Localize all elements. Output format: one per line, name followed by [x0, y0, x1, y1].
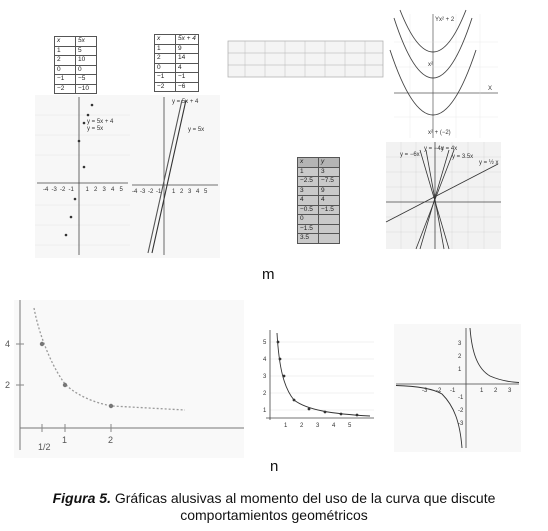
x-tick-label: 1: [284, 423, 288, 429]
axis-y-label: Y: [435, 17, 440, 23]
table-a-cell: 0: [55, 65, 76, 75]
parabola-label-base: x²: [428, 62, 433, 68]
table-c-cell: 9: [319, 186, 340, 196]
table-b-header: 5x + 4: [176, 35, 199, 45]
table-b-cell: 2: [155, 54, 176, 64]
table-c-cell: [319, 215, 340, 225]
table-a-cell: 5: [76, 46, 97, 56]
table-c-cell: −1.5: [298, 224, 319, 234]
x-tick-1: 1: [62, 435, 68, 445]
line-label-4x: y = 4x: [441, 146, 458, 152]
table-c-cell: 4: [298, 196, 319, 206]
table-row: [298, 167, 340, 177]
x-tick-label: 3: [508, 388, 512, 394]
x-tick-label: -2: [436, 388, 442, 394]
table-b-cell: −1: [155, 73, 176, 83]
graph-parabolas: [390, 12, 502, 140]
table-row: [298, 177, 340, 187]
x-tick-label: -1: [68, 187, 74, 193]
table-c-cell: −2.5: [298, 177, 319, 187]
table-row: [298, 205, 340, 215]
table-b-cell: 4: [176, 63, 199, 73]
x-tick-label: 5: [119, 187, 123, 193]
table-a-cell: −10: [76, 84, 97, 94]
table-row: [155, 63, 199, 73]
y-tick-label: 1: [263, 408, 267, 414]
x-tick-2: 2: [108, 435, 114, 445]
y-tick-label: 3: [263, 374, 267, 380]
x-tick-label: 4: [332, 423, 336, 429]
table-row: [55, 84, 97, 94]
x-tick-label: -4: [132, 189, 138, 195]
y-tick-label: 5: [263, 340, 267, 346]
parabola-label-plus2: x² + 2: [439, 17, 455, 23]
caption-line-2: comportamientos geométricos: [180, 507, 368, 523]
line-label-3-5x: y = 3.5x: [452, 154, 474, 160]
x-tick-label: -1: [450, 388, 456, 394]
x-tick-label: -2: [60, 187, 66, 193]
x-tick-label: 1: [85, 187, 89, 193]
table-b-cell: 0: [155, 63, 176, 73]
table-a-cell: −1: [55, 75, 76, 85]
graph-lines-5x: [130, 95, 220, 258]
table-b-header: x: [155, 35, 176, 45]
table-c-cell: 3.5: [298, 234, 319, 244]
x-tick-label: -1: [156, 189, 162, 195]
line-label: y = 5x: [188, 127, 205, 133]
figure-caption: [0, 490, 548, 524]
y-tick-2: 2: [5, 380, 11, 390]
x-tick-label: -2: [148, 189, 154, 195]
y-tick-label: 4: [263, 357, 267, 363]
legend-label: y = 5x: [87, 126, 104, 132]
table-b-cell: 1: [155, 44, 176, 54]
table-c-cell: 0: [298, 215, 319, 225]
table-c-cell: 3: [319, 167, 340, 177]
line-label: y = 5x + 4: [172, 99, 199, 105]
table-a-cell: 0: [76, 65, 97, 75]
table-row: [155, 44, 199, 54]
table-row: [155, 54, 199, 64]
table-x-5x: [54, 36, 97, 94]
table-x-y-gray: [297, 157, 340, 244]
table-row: [298, 234, 340, 244]
x-tick-label: -3: [140, 189, 146, 195]
y-tick-label: -1: [458, 395, 464, 401]
table-a-cell: 10: [76, 56, 97, 66]
x-tick-label: 4: [111, 187, 115, 193]
line-label-neg4x: y = −4x: [424, 146, 444, 152]
x-tick-label: 3: [188, 189, 192, 195]
line-label-neg6x: y = −6x: [400, 152, 420, 158]
y-tick-label: 2: [263, 391, 267, 397]
table-row: [298, 224, 340, 234]
x-tick-label: 1: [480, 388, 484, 394]
table-c-cell: −0.5: [298, 205, 319, 215]
table-a-cell: 1: [55, 46, 76, 56]
line-label-half-x: y = ½ x: [479, 160, 499, 166]
x-tick-label: 1: [172, 189, 176, 195]
legend-label: y = 5x + 4: [87, 119, 114, 125]
table-a-header: x: [55, 37, 76, 47]
table-row: [55, 65, 97, 75]
table-b-cell: 14: [176, 54, 199, 64]
table-c-cell: 3: [298, 186, 319, 196]
table-a-cell: −5: [76, 75, 97, 85]
x-tick-label: 3: [102, 187, 106, 193]
y-tick-label: 1: [458, 367, 462, 373]
x-tick-label: -3: [51, 187, 57, 193]
table-b-cell: −1: [176, 73, 199, 83]
caption-figure-label: Figura 5.: [52, 490, 111, 506]
table-a-header: 5x: [76, 37, 97, 47]
x-tick-label: 2: [300, 423, 304, 429]
faint-horizontal-table: [228, 41, 384, 78]
table-c-cell: [319, 224, 340, 234]
table-c-cell: [319, 234, 340, 244]
table-row: [55, 46, 97, 56]
x-tick-label: 2: [180, 189, 184, 195]
figure-label-m: m: [262, 266, 275, 283]
x-tick-label: 2: [494, 388, 498, 394]
table-c-header: y: [319, 158, 340, 168]
y-tick-4: 4: [5, 339, 11, 349]
table-x-5x-plus-4: [154, 34, 199, 92]
axis-x-label: X: [488, 86, 493, 92]
table-row: [155, 82, 199, 92]
x-tick-half: 1/2: [38, 442, 51, 452]
table-c-cell: −7.5: [319, 177, 340, 187]
table-a-cell: −2: [55, 84, 76, 94]
graph-hyperbola-dotted: [0, 300, 245, 460]
table-c-cell: −1.5: [319, 205, 340, 215]
table-row: [155, 73, 199, 83]
graph-hyperbola-points: [262, 328, 377, 430]
table-b-cell: −2: [155, 82, 176, 92]
x-tick-label: -3: [422, 388, 428, 394]
graph-line-family: [386, 142, 501, 249]
x-tick-label: 3: [316, 423, 320, 429]
y-tick-label: -3: [458, 421, 464, 427]
table-c-cell: 4: [319, 196, 340, 206]
x-tick-label: 5: [204, 189, 208, 195]
graph-hyperbola-two-branches: [394, 324, 521, 452]
figure-label-n: n: [270, 458, 279, 475]
table-row: [55, 75, 97, 85]
table-a-cell: 2: [55, 56, 76, 66]
table-b-cell: 9: [176, 44, 199, 54]
caption-line-1: Gráficas alusivas al momento del uso de la curva que discute: [110, 490, 496, 506]
graph-points-5x: [35, 95, 130, 258]
y-tick-label: 2: [458, 354, 462, 360]
table-row: [298, 186, 340, 196]
x-tick-label: 4: [196, 189, 200, 195]
table-row: [298, 215, 340, 225]
table-row: [55, 56, 97, 66]
y-tick-label: 3: [458, 341, 462, 347]
table-c-header: x: [298, 158, 319, 168]
table-c-cell: 1: [298, 167, 319, 177]
x-tick-label: -4: [43, 187, 49, 193]
x-tick-label: 2: [94, 187, 98, 193]
table-row: [298, 196, 340, 206]
table-b-cell: −6: [176, 82, 199, 92]
y-tick-label: -2: [458, 408, 464, 414]
x-tick-label: 5: [348, 423, 352, 429]
parabola-label-minus2: x² + (−2): [428, 130, 451, 136]
